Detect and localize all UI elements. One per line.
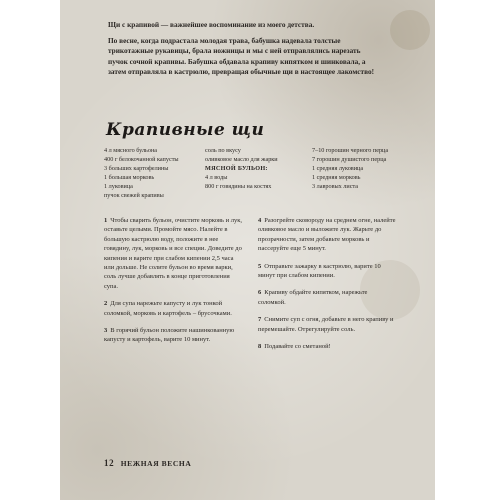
paper-stain bbox=[390, 10, 430, 50]
ingredient-item: пучок свежей крапивы bbox=[104, 192, 164, 199]
intro-paragraph-1: Щи с крапивой — важнейшее воспоминание из моего детства. bbox=[108, 20, 315, 29]
step-number: 4 bbox=[258, 217, 262, 224]
recipe-step bbox=[258, 216, 396, 254]
step-text: Чтобы сварить бульон, очистите морковь и лук, оставьте целыми. Промойте мясо. Налейте в большую кастрюлю воду, положите в нее говядину, лук, морковь и все специи. Доведите до кипения и варите при слабом кипении 2,5 часа или дольше. Не солите бульон во время варки, соль лучше добавлять в конце приготовления супа. bbox=[104, 217, 243, 290]
ingredient-item: 7 горошин душистого перца bbox=[312, 156, 387, 163]
step-number: 1 bbox=[104, 217, 108, 224]
step-number: 2 bbox=[104, 300, 108, 308]
step-number: 5 bbox=[258, 262, 262, 270]
ingredients-column-3 bbox=[312, 146, 388, 191]
intro-text bbox=[108, 20, 378, 83]
recipe-step bbox=[258, 342, 396, 351]
ingredient-item: 1 средняя морковь bbox=[312, 174, 361, 181]
recipe-page bbox=[60, 0, 435, 500]
ingredient-item: 4 л воды bbox=[205, 174, 228, 181]
ingredient-item: 1 большая морковь bbox=[104, 174, 155, 181]
recipe-title: Крапивные щи bbox=[106, 120, 265, 140]
page-number: 12 bbox=[104, 458, 115, 468]
ingredient-item: соль по вкусу bbox=[205, 147, 241, 154]
recipe-step bbox=[104, 326, 242, 345]
recipe-step bbox=[258, 262, 396, 281]
steps-left-column bbox=[104, 216, 242, 353]
ingredient-item: 3 больших картофелины bbox=[104, 165, 169, 172]
step-text: В горячий бульон положите нашинкованную капусту и картофель, варите 10 минут. bbox=[104, 327, 235, 344]
step-text: Снимите суп с огня, добавьте в него крапиву и перемешайте. Отрегулируйте соль. bbox=[258, 316, 394, 333]
step-text: Для супа нарежьте капусту и лук тонкой соломкой, морковь и картофель – брусочками. bbox=[104, 300, 232, 317]
recipe-step bbox=[104, 216, 242, 291]
ingredient-item: оливковое масло для жарки bbox=[205, 156, 278, 163]
steps-right-column bbox=[258, 216, 396, 359]
ingredient-item: 3 лавровых листа bbox=[312, 183, 358, 190]
step-number: 7 bbox=[258, 316, 262, 324]
ingredient-item: 800 г говядины на костях bbox=[205, 183, 272, 190]
ingredient-item: 400 г белокочанной капусты bbox=[104, 156, 179, 163]
recipe-step bbox=[258, 288, 396, 307]
intro-paragraph-2: По весне, когда подрастала молодая трава, бабушка надевала толстые трикотажные рукавицы, брала ножницы и мы с ней отправлялись нарезать пучок сочной крапивы. Бабушка обдавала крапиву кипятком и шинковала, а затем отправляла в кастрюлю, превращая обычные щи в настоящее лакомство! bbox=[108, 36, 375, 76]
recipe-step bbox=[104, 299, 242, 318]
ingredient-item: 7–10 горошин черного перца bbox=[312, 147, 389, 154]
step-number: 6 bbox=[258, 289, 262, 297]
ingredient-item: 1 средняя луковица bbox=[312, 165, 364, 172]
broth-subheading: МЯСНОЙ БУЛЬОН: bbox=[205, 165, 268, 172]
section-name: НЕЖНАЯ ВЕСНА bbox=[120, 459, 192, 468]
ingredient-item: 4 л мясного бульона bbox=[104, 147, 158, 154]
page-footer bbox=[104, 458, 191, 468]
ingredient-item: 1 луковица bbox=[104, 183, 133, 190]
step-text: Отправьте зажарку в кастрюлю, варите 10 минут при слабом кипении. bbox=[258, 262, 381, 280]
step-number: 8 bbox=[258, 343, 262, 351]
step-text: Разогрейте сковороду на среднем огне, налейте оливковое масло и выложите лук. Жарьте до прозрачности, затем добавьте морковь и пассеруйте еще 5 минут. bbox=[258, 217, 396, 253]
ingredients-column-2 bbox=[205, 146, 278, 191]
step-text: Подавайте со сметаной! bbox=[264, 343, 331, 351]
step-text: Крапиву обдайте кипятком, нарежьте соломкой. bbox=[258, 289, 368, 306]
recipe-step bbox=[258, 315, 396, 334]
ingredients-column-1 bbox=[104, 146, 179, 200]
step-number: 3 bbox=[104, 327, 108, 335]
